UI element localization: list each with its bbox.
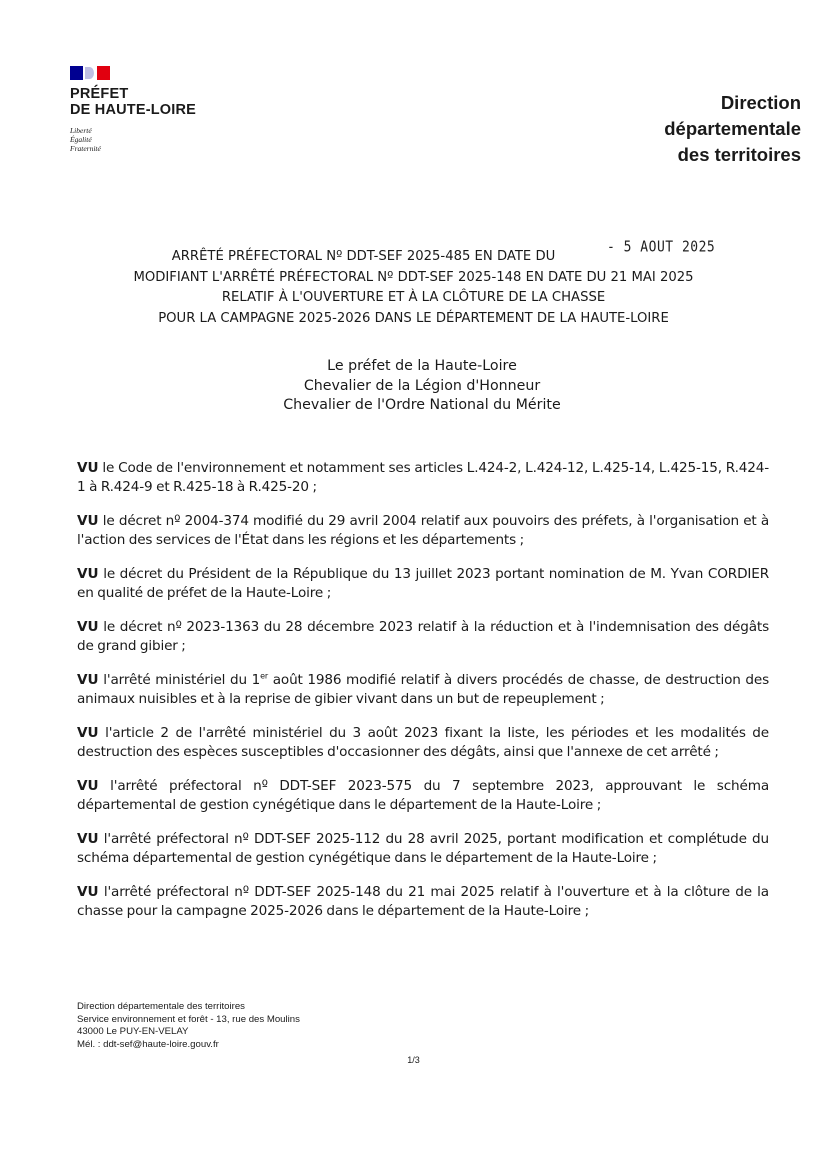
vu-keyword: VU	[77, 884, 99, 900]
ordinal-superscript: er	[260, 671, 269, 681]
consideration-text-after: août 1986 modifié relatif à divers procédés de chasse, de destruction des animaux nuisibles et à la reprise de gibier vivant dans un but de repeuplement ;	[77, 672, 770, 707]
consideration-item	[77, 565, 769, 603]
prefet-department: DE HAUTE-LOIRE	[70, 102, 197, 118]
consideration-text-before: l'arrêté ministériel du 1	[103, 672, 261, 688]
motto-egalite: Égalité	[70, 135, 92, 144]
consideration-item	[77, 830, 769, 868]
consideration-text: l'arrêté préfectoral nº DDT-SEF 2025-148 du 21 mai 2025 relatif à l'ouverture et à la clôture de la chasse pour la campagne 2025-2026 dans le département de la Haute-Loire ;	[77, 884, 769, 919]
vu-keyword: VU	[77, 778, 99, 794]
consideration-item	[77, 724, 769, 762]
vu-keyword: VU	[77, 513, 99, 529]
date-stamp: - 5 AOUT 2025	[607, 238, 716, 257]
consideration-item	[77, 618, 769, 656]
title-line-3: RELATIF À L'OUVERTURE ET À LA CLÔTURE DE LA CHASSE	[221, 290, 606, 305]
motto-fraternite: Fraternité	[70, 144, 101, 153]
consideration-text: l'arrêté préfectoral nº DDT-SEF 2025-112 du 28 avril 2025, portant modification et complétude du schéma départemental de gestion cynégétique dans le département de la Haute-Loire ;	[77, 831, 769, 866]
title-line-4: POUR LA CAMPAGNE 2025-2026 DANS LE DÉPARTEMENT DE LA HAUTE-LOIRE	[158, 310, 669, 326]
republic-motto	[70, 126, 210, 153]
title-line-2: MODIFIANT L'ARRÊTÉ PRÉFECTORAL Nº DDT-SEF 2025-148 EN DATE DU 21 MAI 2025	[133, 269, 694, 285]
consideration-item	[77, 883, 769, 921]
considerations-list	[77, 459, 769, 936]
signatory-line-1: Le préfet de la Haute-Loire	[327, 358, 517, 374]
consideration-item	[77, 512, 769, 550]
consideration-text: le décret du Président de la République du 13 juillet 2023 portant nomination de M. Yvan CORDIER en qualité de préfet de la Haute-Loire ;	[77, 566, 769, 601]
motto-liberte: Liberté	[70, 126, 92, 135]
direction-line-1: Direction	[720, 92, 801, 113]
footer-line-2: Service environnement et forêt - 13, rue des Moulins	[77, 1013, 300, 1025]
consideration-item	[77, 777, 769, 815]
direction-line-2: départementale	[664, 118, 801, 139]
prefet-label: PRÉFET	[70, 86, 129, 102]
vu-keyword: VU	[77, 725, 99, 741]
footer-email: Mél. : ddt-sef@haute-loire.gouv.fr	[77, 1038, 219, 1050]
consideration-text: l'arrêté préfectoral nº DDT-SEF 2023-575 du 7 septembre 2023, approuvant le schéma départemental de gestion cynégétique dans le département de la Haute-Loire ;	[77, 778, 769, 813]
footer-address	[77, 1001, 300, 1051]
vu-keyword: VU	[77, 831, 99, 847]
signatory-block	[0, 357, 827, 416]
consideration-text: l'article 2 de l'arrêté ministériel du 3 août 2023 fixant la liste, les périodes et les modalités de destruction des espèces susceptibles d'occasionner des dégâts, ainsi que l'annexe de cet arrêté ;	[77, 725, 770, 760]
issuing-direction	[664, 90, 801, 168]
direction-line-3: des territoires	[677, 144, 801, 165]
decree-title	[0, 247, 827, 329]
consideration-item	[77, 459, 769, 497]
vu-keyword: VU	[77, 672, 99, 688]
consideration-text: le décret nº 2004-374 modifié du 29 avril 2004 relatif aux pouvoirs des préfets, à l'organisation et à l'action des services de l'État dans les régions et les départements ;	[77, 513, 770, 548]
consideration-text: le décret nº 2023-1363 du 28 décembre 2023 relatif à la réduction et à l'indemnisation des dégâts de grand gibier ;	[77, 619, 769, 654]
footer-line-3: 43000 Le PUY-EN-VELAY	[77, 1026, 189, 1037]
signatory-line-3: Chevalier de l'Ordre National du Mérite	[283, 397, 561, 413]
prefecture-logo	[70, 66, 210, 153]
page-number: 1/3	[407, 1055, 420, 1065]
vu-keyword: VU	[77, 566, 99, 582]
signatory-line-2: Chevalier de la Légion d'Honneur	[303, 377, 541, 394]
title-line-1: ARRÊTÉ PRÉFECTORAL Nº DDT-SEF 2025-485 EN DATE DU	[171, 249, 556, 264]
vu-keyword: VU	[77, 619, 99, 635]
footer-line-1: Direction départementale des territoires	[77, 1001, 245, 1012]
consideration-text: le Code de l'environnement et notamment ses articles L.424-2, L.424-12, L.425-14, L.425-15, R.424-1 à R.424-9 et R.425-18 à R.425-20 ;	[77, 460, 769, 495]
marianne-flag-icon	[70, 66, 110, 80]
vu-keyword: VU	[77, 460, 99, 476]
consideration-item	[77, 671, 769, 709]
